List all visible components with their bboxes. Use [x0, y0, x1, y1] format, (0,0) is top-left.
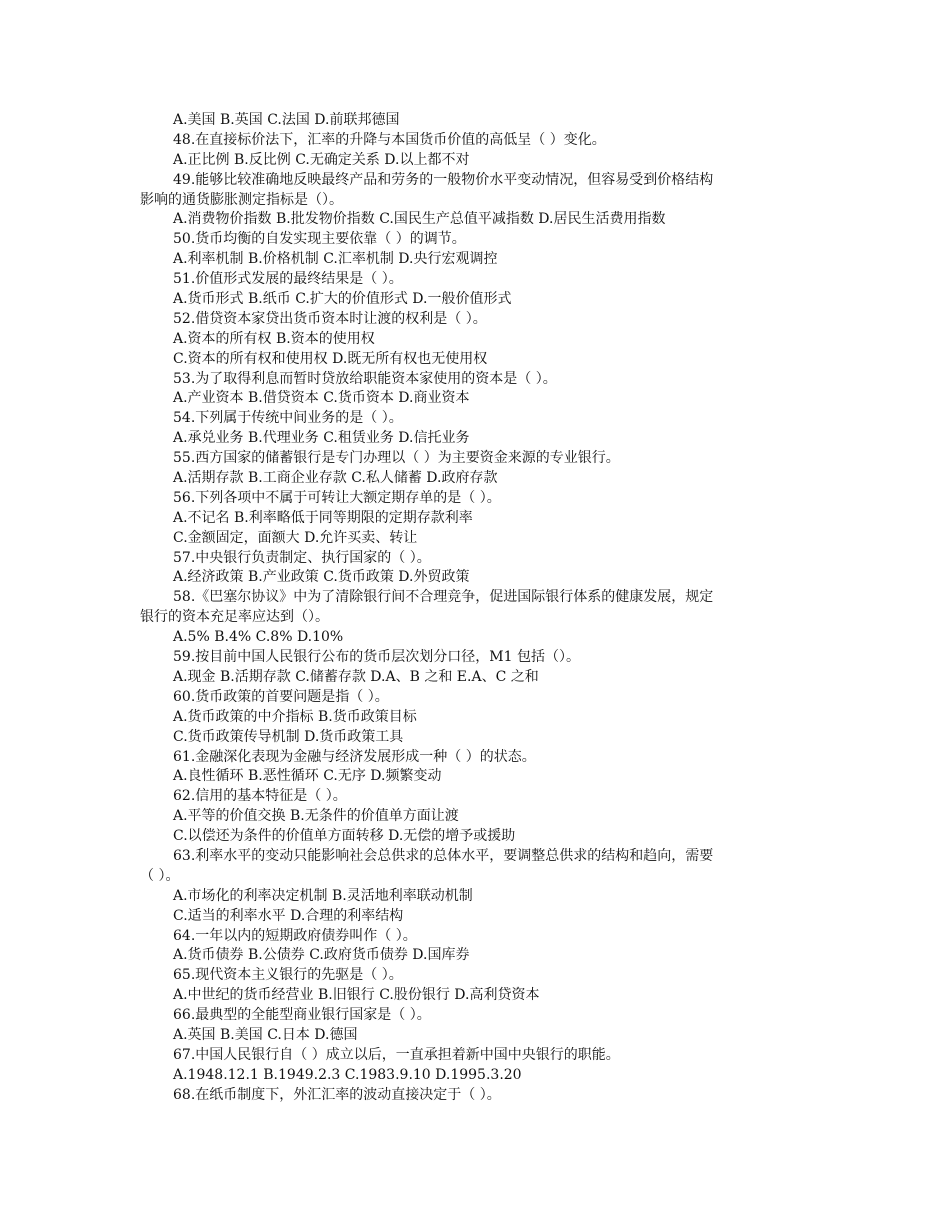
text-line: 54.下列属于传统中间业务的是（ ）。: [173, 410, 403, 427]
text-line: 51.价值形式发展的最终结果是（ ）。: [173, 271, 403, 288]
document-body: [140, 111, 805, 1106]
text-line: A.利率机制 B.价格机制 C.汇率机制 D.央行宏观调控: [173, 251, 498, 268]
text-line: C.资本的所有权和使用权 D.既无所有权也无使用权: [173, 350, 488, 367]
text-line: A.美国 B.英国 C.法国 D.前联邦德国: [173, 112, 400, 128]
text-line: 64.一年以内的短期政府债券叫作（ ）。: [173, 927, 417, 944]
text-line: A.资本的所有权 B.资本的使用权: [173, 330, 375, 347]
text-line: 62.信用的基本特征是（ ）。: [173, 788, 347, 805]
text-line: A.货币政策的中介指标 B.货币政策目标: [173, 708, 417, 725]
text-line: C.货币政策传导机制 D.货币政策工具: [173, 728, 404, 745]
text-line: A.良性循环 B.恶性循环 C.无序 D.频繁变动: [173, 768, 442, 785]
text-line: 55.西方国家的储蓄银行是专门办理以（ ）为主要资金来源的专业银行。: [173, 450, 620, 467]
text-line: 60.货币政策的首要问题是指（ ）。: [173, 688, 389, 705]
text-line: A.英国 B.美国 C.日本 D.德国: [173, 1026, 358, 1043]
text-line: 67.中国人民银行自（ ）成立以后，一直承担着新中国中央银行的职能。: [173, 1046, 620, 1063]
text-line: 53.为了取得利息而暂时贷放给职能资本家使用的资本是（ ）。: [173, 370, 557, 387]
text-line: 57.中央银行负责制定、执行国家的（ ）。: [173, 549, 431, 566]
text-line: 银行的资本充足率应达到（）。: [140, 609, 329, 626]
text-line: 52.借贷资本家贷出货币资本时让渡的权利是（ ）。: [173, 310, 487, 327]
text-line: A.承兑业务 B.代理业务 C.租赁业务 D.信托业务: [173, 430, 470, 447]
text-line: A.市场化的利率决定机制 B.灵活地利率联动机制: [173, 887, 473, 904]
text-line: A.活期存款 B.工商企业存款 C.私人储蓄 D.政府存款: [173, 470, 498, 487]
text-line: 影响的通货膨胀测定指标是（）。: [140, 191, 343, 208]
text-line: （ ）。: [140, 867, 180, 884]
text-line: C.金额固定，面额大 D.允许买卖、转让: [173, 529, 418, 546]
text-line: A.不记名 B.利率略低于同等期限的定期存款利率: [173, 509, 473, 526]
text-line: A.正比例 B.反比例 C.无确定关系 D.以上都不对: [173, 151, 470, 168]
text-line: A.产业资本 B.借贷资本 C.货币资本 D.商业资本: [173, 390, 470, 407]
text-line: A.5% B.4% C.8% D.10%: [173, 629, 344, 646]
text-line: 58.《巴塞尔协议》中为了清除银行间不合理竞争，促进国际银行体系的健康发展，规定: [173, 589, 714, 606]
text-line: C.适当的利率水平 D.合理的利率结构: [173, 907, 404, 924]
text-line: 50.货币均衡的自发实现主要依靠（ ）的调节。: [173, 231, 466, 248]
text-line: 56.下列各项中不属于可转让大额定期存单的是（ ）。: [173, 489, 501, 506]
text-line: 61.金融深化表现为金融与经济发展形成一种（ ）的状态。: [173, 748, 536, 765]
text-line: A.消费物价指数 B.批发物价指数 C.国民生产总值平减指数 D.居民生活费用指数: [173, 211, 666, 228]
text-line: 66.最典型的全能型商业银行国家是（ ）。: [173, 1007, 431, 1024]
text-line: 49.能够比较准确地反映最终产品和劳务的一般物价水平变动情况，但容易受到价格结构: [173, 171, 714, 188]
text-line: 48.在直接标价法下，汇率的升降与本国货币价值的高低呈（ ）变化。: [173, 131, 606, 148]
text-line: 68.在纸币制度下，外汇汇率的波动直接决定于（ ）。: [173, 1086, 501, 1103]
text-line: C.以偿还为条件的价值单方面转移 D.无偿的增予或援助: [173, 828, 516, 845]
text-line: A.平等的价值交换 B.无条件的价值单方面让渡: [173, 808, 459, 825]
text-line: A.货币债券 B.公债券 C.政府货币债券 D.国库券: [173, 947, 470, 964]
text-line: 63.利率水平的变动只能影响社会总供求的总体水平，要调整总供求的结构和趋向，需要: [173, 847, 714, 864]
text-line: 59.按目前中国人民银行公布的货币层次划分口径，M1 包括（）。: [173, 649, 580, 666]
text-line: A.现金 B.活期存款 C.储蓄存款 D.A、B 之和 E.A、C 之和: [173, 668, 539, 685]
text-line: A.中世纪的货币经营业 B.旧银行 C.股份银行 D.高利贷资本: [173, 987, 540, 1004]
text-line: A.货币形式 B.纸币 C.扩大的价值形式 D.一般价值形式: [173, 291, 512, 308]
text-line: 65.现代资本主义银行的先驱是（ ）。: [173, 967, 403, 984]
text-line: A.1948.12.1 B.1949.2.3 C.1983.9.10 D.1995.3.20: [173, 1066, 522, 1083]
text-line: A.经济政策 B.产业政策 C.货币政策 D.外贸政策: [173, 569, 470, 586]
